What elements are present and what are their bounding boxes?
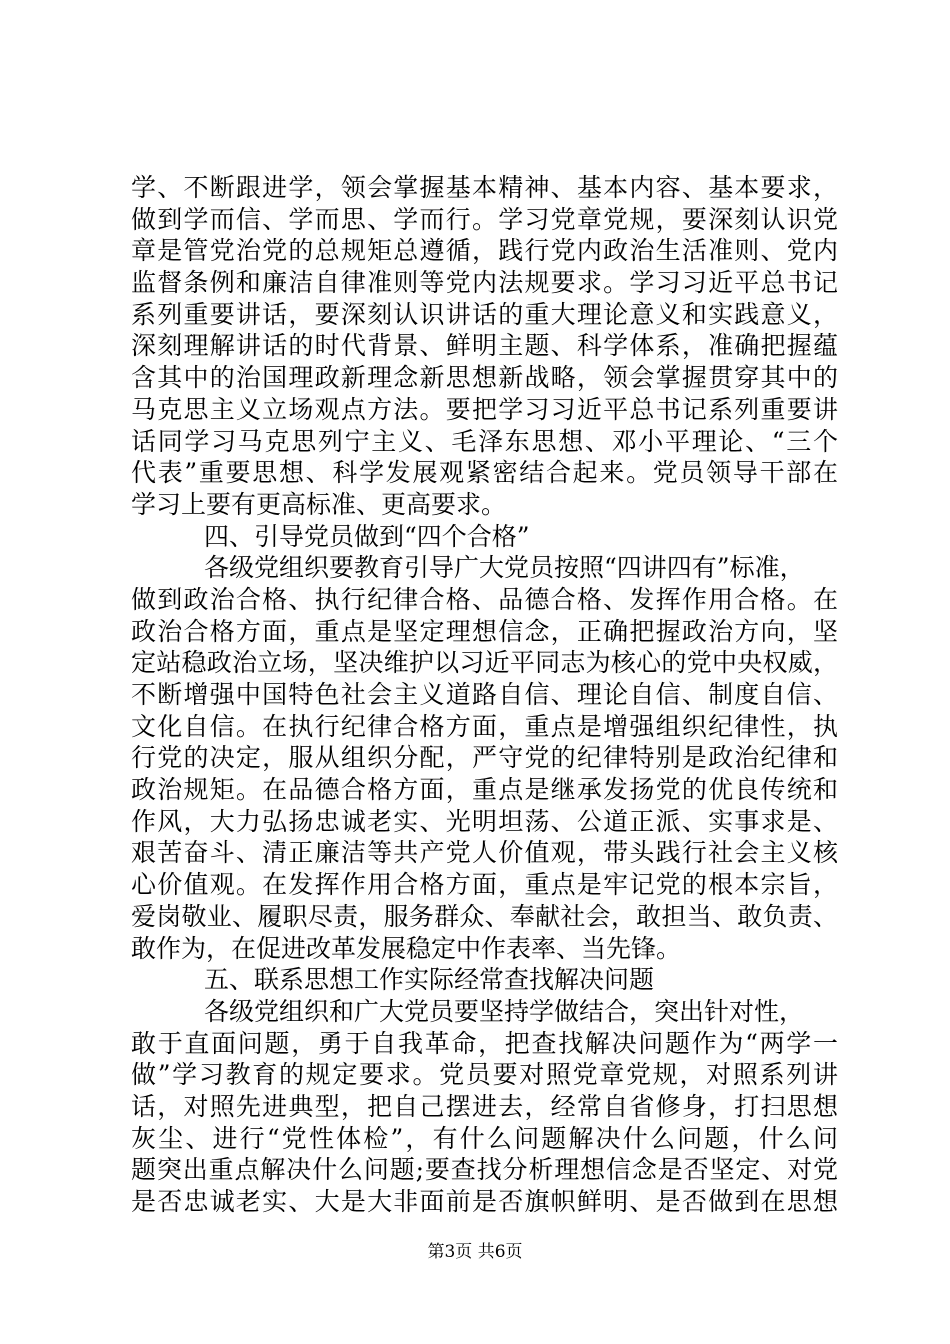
text-line: 系列重要讲话，要深刻认识讲话的重大理论意义和实践意义， bbox=[131, 299, 838, 329]
text-line: 学习上要有更高标准、更高要求。 bbox=[131, 489, 507, 519]
text-line: 政治合格方面，重点是坚定理想信念，正确把握政治方向，坚 bbox=[131, 616, 838, 646]
text-line: 深刻理解讲话的时代背景、鲜明主题、科学体系，准确把握蕴 bbox=[131, 331, 838, 361]
text-line: 心价值观。在发挥作用合格方面，重点是牢记党的根本宗旨， bbox=[131, 870, 838, 900]
text-line: 做到政治合格、执行纪律合格、品德合格、发挥作用合格。在 bbox=[131, 584, 838, 614]
text-line: 含其中的治国理政新理念新思想新战略，领会掌握贯穿其中的 bbox=[131, 363, 838, 393]
text-line: 题突出重点解决什么问题;要查找分析理想信念是否坚定、对党 bbox=[131, 1155, 838, 1185]
text-line: 各级党组织和广大党员要坚持学做结合，突出针对性， bbox=[204, 996, 805, 1026]
text-line: 爱岗敬业、履职尽责，服务群众、奉献社会，敢担当、敢负责、 bbox=[131, 901, 838, 931]
text-line: 监督条例和廉洁自律准则等党内法规要求。学习习近平总书记 bbox=[131, 268, 838, 298]
text-line: 定站稳政治立场，坚决维护以习近平同志为核心的党中央权威， bbox=[131, 648, 838, 678]
text-line: 学、不断跟进学，领会掌握基本精神、基本内容、基本要求， bbox=[131, 173, 838, 202]
text-line: 灰尘、进行“党性体检”，有什么问题解决什么问题，什么问 bbox=[131, 1123, 838, 1153]
text-line: 艰苦奋斗、清正廉洁等共产党人价值观，带头践行社会主义核 bbox=[131, 838, 838, 868]
text-line: 敢于直面问题，勇于自我革命，把查找解决问题作为“两学一 bbox=[131, 1028, 838, 1058]
page-number-footer: 第3页 共6页 bbox=[427, 1242, 523, 1262]
text-line: 是否忠诚老实、大是大非面前是否旗帜鲜明、是否做到在思想 bbox=[131, 1187, 838, 1216]
section-heading-4: 四、引导党员做到“四个合格” bbox=[204, 521, 530, 551]
document-body bbox=[131, 172, 838, 1218]
text-line: 行党的决定，服从组织分配，严守党的纪律特别是政治纪律和 bbox=[131, 743, 838, 773]
text-line: 敢作为，在促进改革发展稳定中作表率、当先锋。 bbox=[131, 933, 682, 963]
text-line: 章是管党治党的总规矩总遵循，践行党内政治生活准则、党内 bbox=[131, 236, 838, 266]
text-line: 代表”重要思想、科学发展观紧密结合起来。党员领导干部在 bbox=[131, 458, 838, 488]
text-line: 各级党组织要教育引导广大党员按照“四讲四有”标准， bbox=[204, 553, 805, 583]
section-heading-5: 五、联系思想工作实际经常查找解决问题 bbox=[204, 965, 655, 995]
text-line: 话，对照先进典型，把自己摆进去，经常自省修身，打扫思想 bbox=[131, 1091, 838, 1121]
text-line: 不断增强中国特色社会主义道路自信、理论自信、制度自信、 bbox=[131, 680, 838, 709]
text-line: 作风，大力弘扬忠诚老实、光明坦荡、公道正派、实事求是、 bbox=[131, 806, 838, 836]
text-line: 做”学习教育的规定要求。党员要对照党章党规，对照系列讲 bbox=[131, 1060, 838, 1090]
text-line: 做到学而信、学而思、学而行。学习党章党规，要深刻认识党 bbox=[131, 204, 838, 234]
text-line: 文化自信。在执行纪律合格方面，重点是增强组织纪律性，执 bbox=[131, 711, 838, 741]
text-line: 政治规矩。在品德合格方面，重点是继承发扬党的优良传统和 bbox=[131, 775, 838, 805]
text-line: 马克思主义立场观点方法。要把学习习近平总书记系列重要讲 bbox=[131, 394, 838, 424]
text-line: 话同学习马克思列宁主义、毛泽东思想、邓小平理论、“三个 bbox=[131, 426, 838, 456]
